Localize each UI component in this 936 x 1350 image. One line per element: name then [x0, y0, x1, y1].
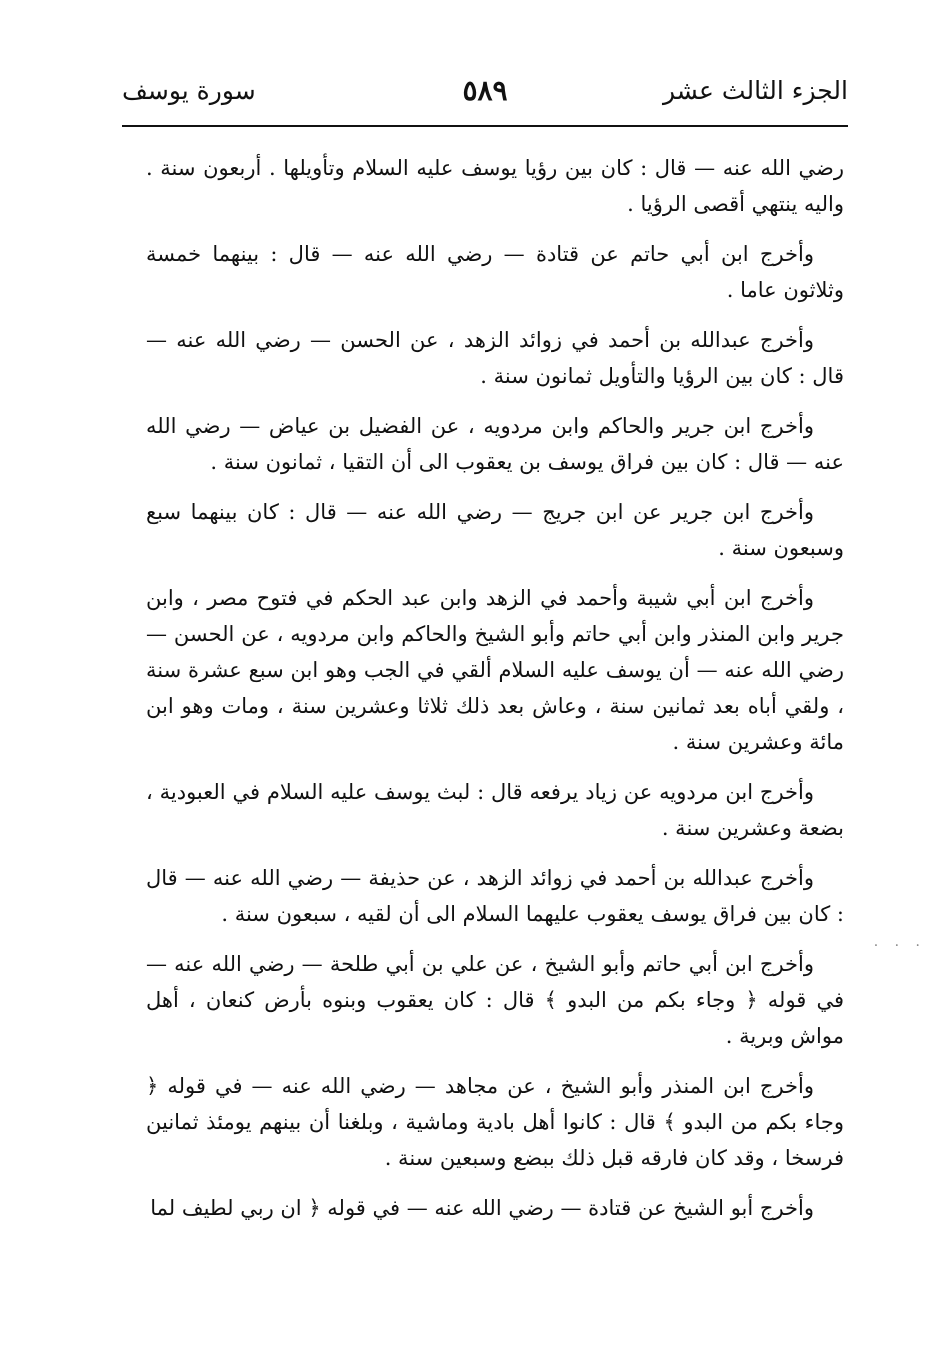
- paragraph-5: وأخرج ابن جرير عن ابن جريج — رضي الله عنه — قال : كان بينهما سبع وسبعون سنة .: [146, 500, 844, 560]
- paragraph-9: وأخرج ابن أبي حاتم وأبو الشيخ ، عن علي بن أبي طلحة — رضي الله عنه — في قوله ﴿ وجاء بكم من البدو ﴾ قال : كان يعقوب وبنوه بأرض كنعان ، أهل مواش وبرية .: [146, 952, 844, 1048]
- surah-title: سورة يوسف: [122, 76, 256, 105]
- paragraph-4: وأخرج ابن جرير والحاكم وابن مردويه ، عن الفضيل بن عياض — رضي الله عنه — قال : كان بين فراق يوسف بن يعقوب الى أن التقيا ، ثمانون سنة .: [146, 414, 844, 474]
- paragraph-2: وأخرج ابن أبي حاتم عن قتادة — رضي الله عنه — قال : بينهما خمسة وثلاثون عاما .: [146, 242, 844, 302]
- page-header: [122, 72, 848, 120]
- paragraph-11: وأخرج أبو الشيخ عن قتادة — رضي الله عنه — في قوله ﴿ ان ربي لطيف لما: [150, 1196, 814, 1220]
- page-body: [146, 150, 844, 1240]
- part-title: الجزء الثالث عشر: [662, 76, 848, 105]
- paragraph-7: وأخرج ابن مردويه عن زياد يرفعه قال : لبث يوسف عليه السلام في العبودية ، بضعة وعشرين سنة .: [146, 780, 844, 840]
- paragraph-6: وأخرج ابن أبي شيبة وأحمد في الزهد وابن عبد الحكم في فتوح مصر ، وابن جرير وابن المنذر وابن أبي حاتم وأبو الشيخ والحاكم وابن مردويه ، عن الحسن — رضي الله عنه — أن يوسف عليه السلام ألقي في الجب وهو ابن سبع عشرة سنة ، ولقي أباه بعد ثمانين سنة ، وعاش بعد ذلك ثلاثا وعشرين سنة ، ومات وهو ابن مائة وعشرين سنة .: [146, 586, 844, 754]
- scan-edge-dots: · · ·: [873, 938, 926, 954]
- paragraph-8: وأخرج عبدالله بن أحمد في زوائد الزهد ، عن حذيفة — رضي الله عنه — قال : كان بين فراق يوسف يعقوب عليهما السلام الى أن لقيه ، سبعون سنة .: [146, 866, 844, 926]
- page-number: ٥٨٩: [462, 74, 508, 107]
- paragraph-3: وأخرج عبدالله بن أحمد في زوائد الزهد ، عن الحسن — رضي الله عنه — قال : كان بين الرؤيا والتأويل ثمانون سنة .: [146, 328, 844, 388]
- paragraph-1: رضي الله عنه — قال : كان بين رؤيا يوسف عليه السلام وتأويلها . أربعون سنة . واليه ينتهي أقصى الرؤيا .: [146, 156, 844, 216]
- paragraph-10: وأخرج ابن المنذر وأبو الشيخ ، عن مجاهد — رضي الله عنه — في قوله ﴿ وجاء بكم من البدو ﴾ قال : كانوا أهل بادية وماشية ، وبلغنا أن بينهم يومئذ ثمانين فرسخا ، وقد كان فارقه قبل ذلك ببضع وسبعين سنة .: [146, 1074, 844, 1170]
- header-divider: [122, 125, 848, 127]
